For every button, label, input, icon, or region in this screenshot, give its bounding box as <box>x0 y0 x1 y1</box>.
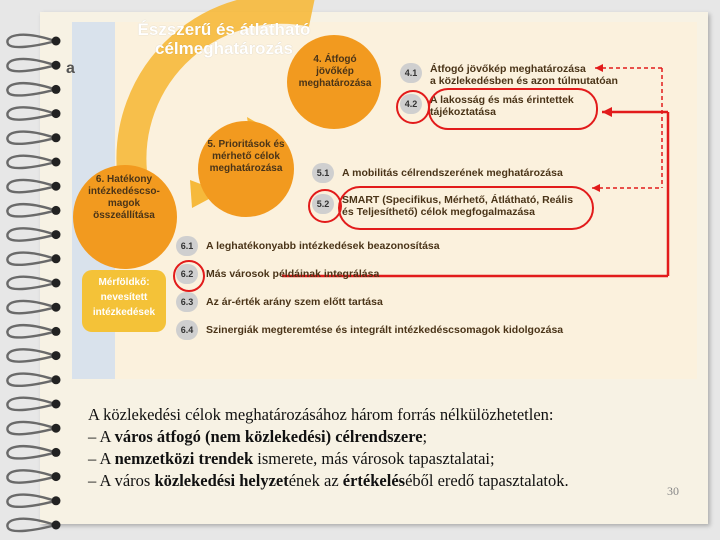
milestone-box: Mérföldkő: nevesített intézkedések <box>82 270 166 332</box>
spiral-ring <box>7 301 52 313</box>
caption-line-3-prefix: – A <box>88 449 115 468</box>
item-text-line1: A leghatékonyabb intézkedések beazonosítása <box>206 240 440 252</box>
item-text-line1: A mobilitás célrendszerének meghatározása <box>342 167 563 179</box>
binding-hole <box>52 424 61 433</box>
circle-step-6-label: 6. Hatékony intézkedéscso- magok összeállítása <box>88 174 160 221</box>
item-text <box>206 324 563 336</box>
caption-line-4-suffix: éből eredő tapasztalatok. <box>405 471 569 490</box>
binding-hole <box>52 254 61 263</box>
caption <box>88 404 569 492</box>
item-text-line1: Az ár-érték arány szem előtt tartása <box>206 296 383 308</box>
caption-line-3-bold: nemzetközi trendek <box>114 449 254 468</box>
binding-hole <box>52 327 61 336</box>
item-text-line1: Átfogó jövőkép meghatározása <box>430 63 586 75</box>
item-text-line1: SMART (Specifikus, Mérhető, Átlátható, Reális <box>342 194 574 206</box>
caption-line-4-prefix: – A város <box>88 471 155 490</box>
caption-line-2-bold: város átfogó (nem közlekedési) célrendszere <box>114 427 423 446</box>
spiral-ring <box>7 325 52 337</box>
item-badge: 5.1 <box>312 163 334 183</box>
binding-hole <box>52 230 61 239</box>
solid-arrow-head <box>602 107 612 117</box>
binding-hole <box>52 496 61 505</box>
figure-heading: Észszerű és átlátható célmeghatározás <box>137 20 311 58</box>
item-text-line1: Szinergiák megteremtése és integrált intézkedéscsomagok kidolgozása <box>206 324 564 336</box>
side-fragment-text: a <box>66 60 75 77</box>
binding-hole <box>52 61 61 70</box>
caption-line-2-prefix: – A <box>88 427 115 446</box>
binding-hole <box>52 521 61 530</box>
item-badge: 5.2 <box>312 194 334 214</box>
spiral-ring <box>7 446 52 458</box>
spiral-ring <box>7 398 52 410</box>
binding-hole <box>52 472 61 481</box>
item-text-line2: tájékoztatása <box>430 106 496 118</box>
spiral-ring <box>7 35 52 47</box>
caption-line-3 <box>88 448 569 470</box>
spiral-ring <box>7 422 52 434</box>
caption-line-1: A közlekedési célok meghatározásához három forrás nélkülözhetetlen: <box>88 405 554 424</box>
item-text <box>430 63 618 87</box>
item-badge: 4.1 <box>400 63 422 83</box>
spiral-ring <box>7 107 52 119</box>
binding-hole <box>52 400 61 409</box>
spiral-ring <box>7 277 52 289</box>
spiral-ring <box>7 180 52 192</box>
binding-hole <box>52 375 61 384</box>
item-text-line2: a közlekedésben és azon túlmutatóan <box>430 75 618 87</box>
caption-line-4-middle: ének az <box>288 471 343 490</box>
spiral-binding <box>0 0 80 540</box>
spiral-ring <box>7 495 52 507</box>
caption-line-2 <box>88 426 569 448</box>
binding-hole <box>52 37 61 46</box>
binding-hole <box>52 351 61 360</box>
spiral-ring <box>7 156 52 168</box>
highlight-circle-6-2 <box>173 260 205 292</box>
page-number: 30 <box>667 484 679 498</box>
item-text-line1: Más városok példáinak integrálása <box>206 268 380 280</box>
spiral-ring <box>7 228 52 240</box>
item-badge: 6.4 <box>176 320 198 340</box>
planning-figure <box>66 20 697 379</box>
caption-line-4-bold-2: értékelés <box>342 471 406 490</box>
binding-hole <box>52 448 61 457</box>
highlight-ellipse-4-2 <box>428 88 598 130</box>
binding-hole <box>52 206 61 215</box>
binding-hole <box>52 109 61 118</box>
highlight-circle-4-2 <box>396 90 430 124</box>
spiral-ring <box>7 519 52 531</box>
caption-line-4-bold-1: közlekedési helyzet <box>154 471 289 490</box>
item-text-line1: A lakosság és más érintettek <box>430 94 574 106</box>
caption-line-2-suffix: ; <box>422 427 428 446</box>
circle-step-4-label: 4. Átfogó jövőkép meghatározása <box>298 54 372 89</box>
binding-hole <box>52 182 61 191</box>
highlight-circle-5-2 <box>308 189 342 223</box>
spiral-ring <box>7 59 52 71</box>
binding-hole <box>52 133 61 142</box>
item-text-line2: és Teljesíthető) célok megfogalmazása <box>342 206 535 218</box>
binding-hole <box>52 279 61 288</box>
spiral-ring <box>7 349 52 361</box>
spiral-ring <box>7 374 52 386</box>
caption-line-4 <box>88 470 569 492</box>
item-text <box>206 296 383 308</box>
spiral-ring <box>7 470 52 482</box>
item-text <box>342 167 563 179</box>
spiral-ring <box>7 132 52 144</box>
binding-hole <box>52 85 61 94</box>
item-text <box>206 268 379 280</box>
item-badge: 4.2 <box>400 94 422 114</box>
item-badge: 6.1 <box>176 236 198 256</box>
spiral-ring <box>7 204 52 216</box>
caption-line-3-suffix: ismerete, más városok tapasztalatai; <box>253 449 495 468</box>
item-text <box>206 240 440 252</box>
spiral-ring <box>7 83 52 95</box>
circle-step-5-label: 5. Prioritások és mérhető célok meghatározása <box>207 139 285 174</box>
item-badge: 6.2 <box>176 264 198 284</box>
spiral-ring <box>7 253 52 265</box>
highlight-ellipse-5-2 <box>338 186 594 230</box>
binding-hole <box>52 158 61 167</box>
item-badge: 6.3 <box>176 292 198 312</box>
dashed-arrow-head-mid <box>592 184 600 192</box>
binding-hole <box>52 303 61 312</box>
